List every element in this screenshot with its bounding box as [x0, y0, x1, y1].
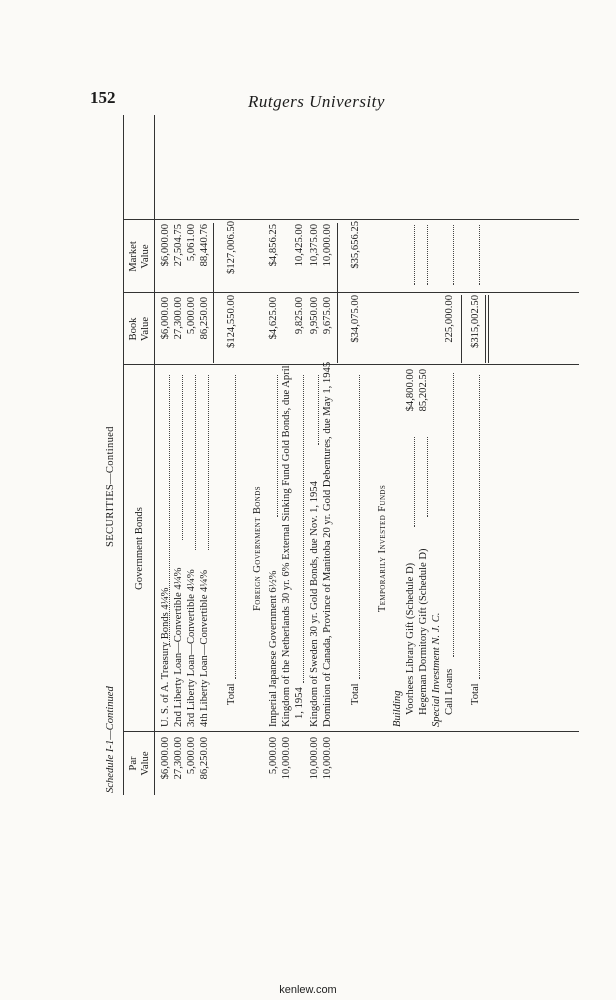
market-header-1: Market: [128, 241, 139, 272]
header-rule-bottom: [154, 115, 155, 795]
desc-header: Government Bonds: [134, 507, 145, 590]
book-header-1: Book: [128, 317, 139, 341]
schedule-label: Schedule I-1—Continued: [105, 686, 116, 793]
market-header-2: Value: [140, 244, 151, 269]
subtotal-rule: [213, 223, 214, 363]
par-header-2: Value: [140, 751, 151, 776]
section-heading-foreign: Foreign Government Bonds: [252, 486, 263, 611]
special-investment-label: Special Investment N. J. C.: [431, 612, 442, 727]
subtotal-rule: [461, 295, 462, 363]
final-total-rule-double: [488, 295, 489, 363]
column-rule-2: [123, 364, 579, 365]
header-rule-top: [123, 115, 124, 795]
watermark: kenlew.com: [279, 984, 337, 996]
column-rule-1: [123, 731, 579, 732]
building-label: Building: [392, 690, 403, 727]
section-title: SECURITIES—Continued: [105, 426, 116, 547]
column-rule-4: [123, 219, 579, 220]
section-heading-temporary: Temporarily Invested Funds: [377, 484, 388, 613]
running-head: Rutgers University: [248, 92, 385, 111]
book-header-2: Value: [140, 316, 151, 342]
subtotal-rule: [337, 223, 338, 363]
column-rule-3: [123, 292, 579, 293]
securities-table: Schedule I-1—Continued SECURITIES—Continued Par Value Government Bonds Book Value Market Value $6,000.00 U. S. of A. Treasury Bonds 4¼% $6,000.00 $6,000.00 27,300.00 2nd Liberty Loan—Convertible 4¼% 27,300.00 27,504.75 5,000.00 3rd Liberty Loan—Convertible 4¼% 5,000.00 5,061.00 86,250.00 4th Liberty Loan—Convertible 4¼% 86,250.00 88,440.76 Total $124,550.00 $127,006.50 Foreign Government Bonds 5,000.00 Imperial Japanese Government 6½% $4,625.00 $4,856.25 10,000.00 Kingdom of the Netherlands 30 yr. 6% External Sinking Fund Gold Bonds, due April 1, 1954 9,825.00 10,425.00 10,000.00 Kingdom of Sweden 30 yr. Gold Bonds, due Nov. 1, 1954 9,950.00 10,375.00 10,000.00 Dominion of Canada, Province of Manitoba 20 yr. Gold Debentures, due May 1, 1945 9,675.00 10,000.00 Total $34,075.00 $35,656.25 Temporarily Invested Funds Building Voorhees Library Gift (Schedule D) $4,800.00 Hegeman Dormitory Gift (Schedule D) 85,202.50 Special Investment N. J. C. Call Loans 225,000.00 Total $315,002.50: [99, 115, 579, 795]
page-number: 152: [90, 88, 116, 107]
final-total-rule: [485, 295, 486, 363]
par-header-1: Par: [128, 756, 139, 771]
